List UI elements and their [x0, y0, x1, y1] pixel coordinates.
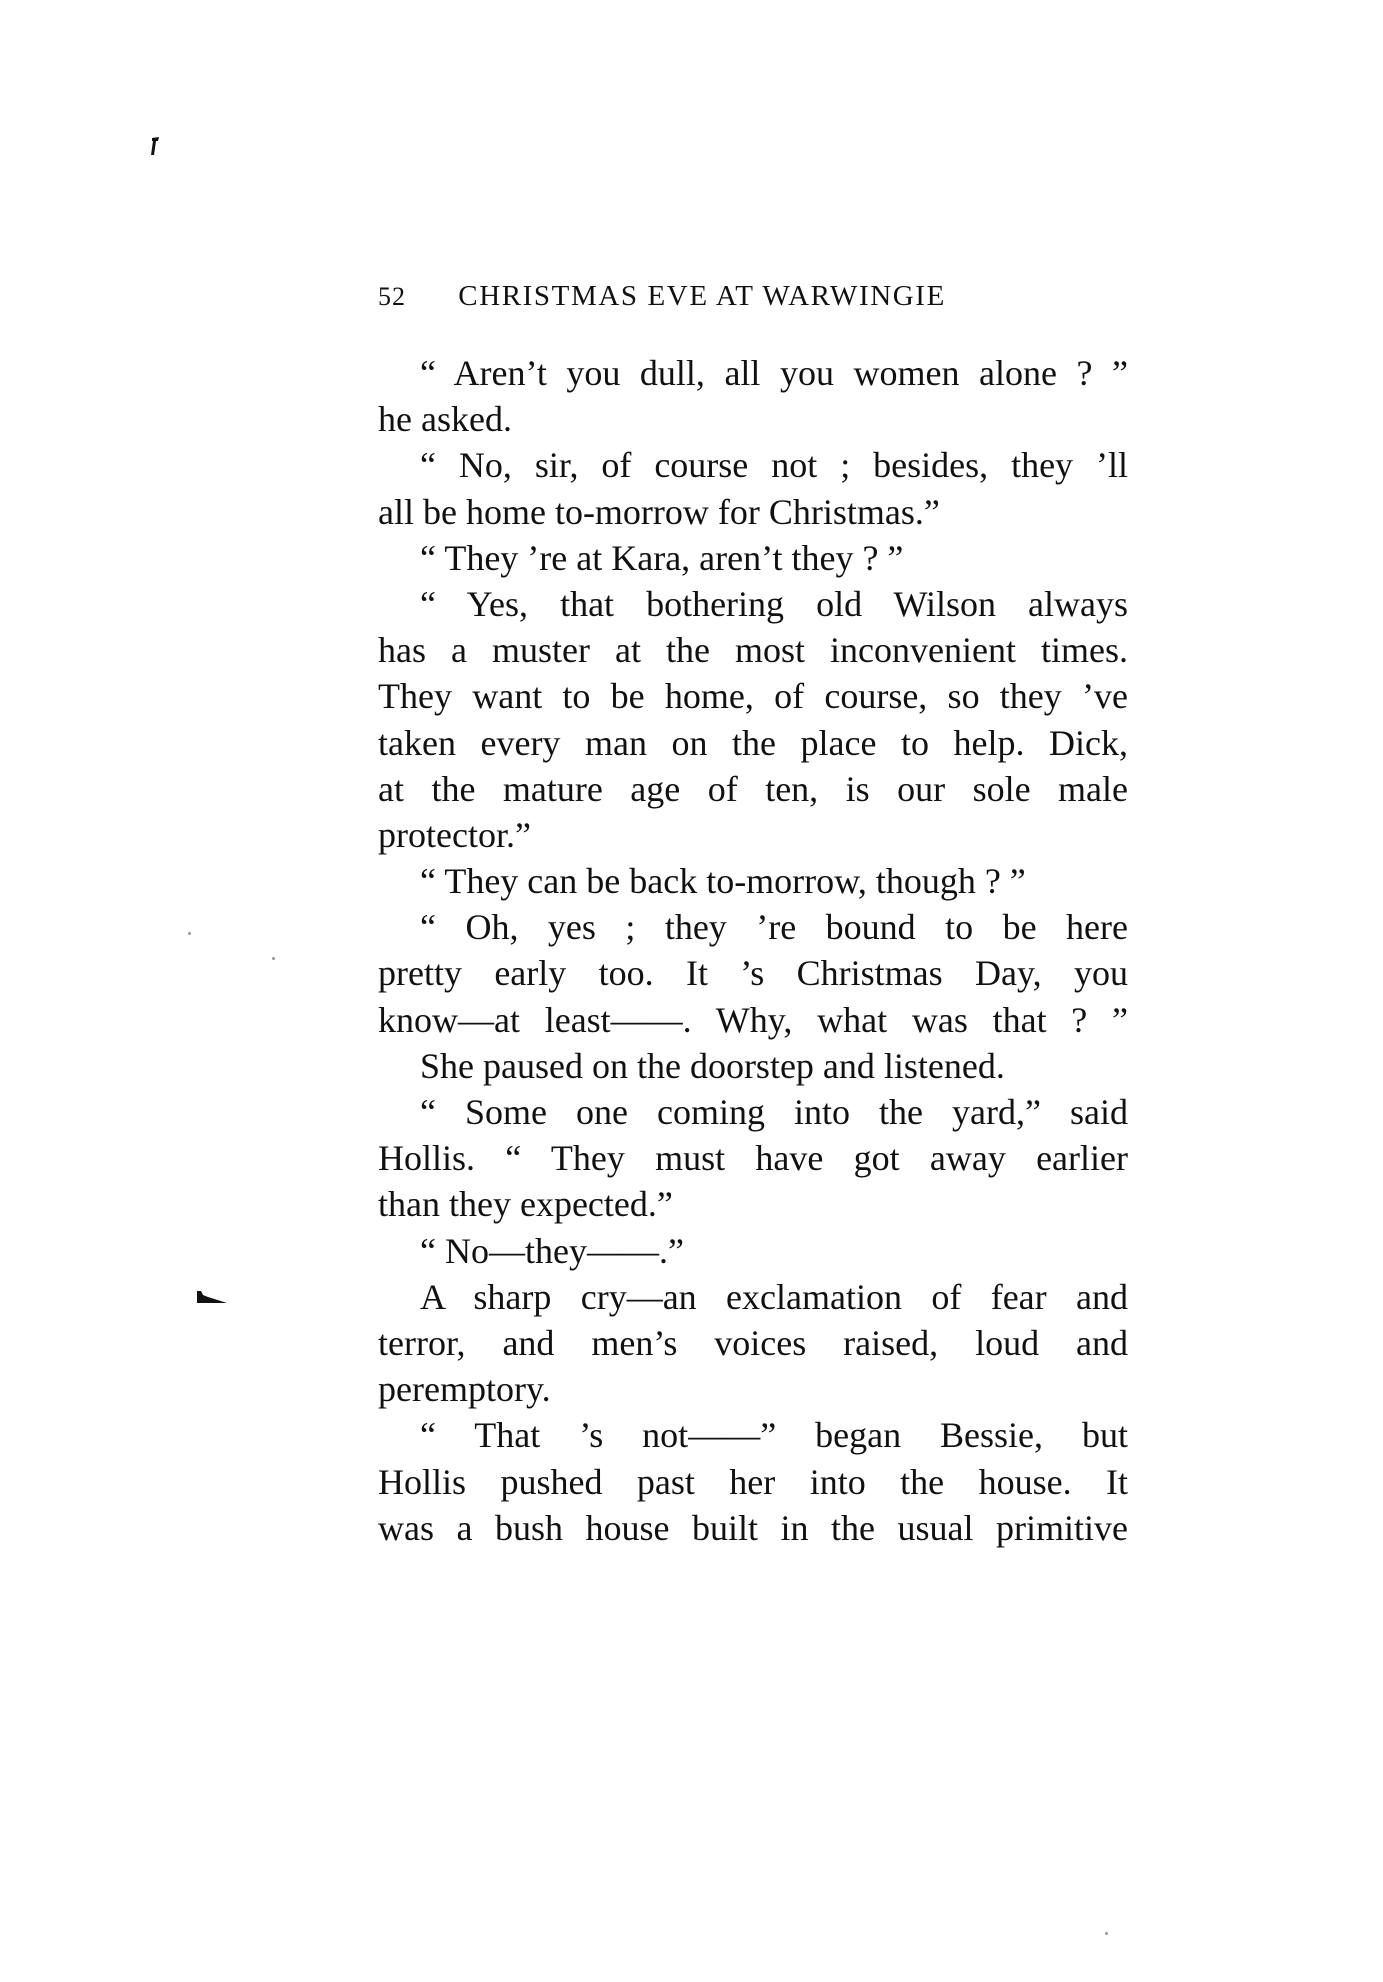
running-title: CHRISTMAS EVE AT WARWINGIE: [458, 280, 946, 312]
text-line: terror, and men’s voices raised, loud and: [378, 1322, 1128, 1363]
paper-speck: [272, 957, 275, 960]
text-line: “ That ’s not——” began Bessie, but: [420, 1415, 1128, 1456]
text-line: taken every man on the place to help. Dick,: [378, 722, 1128, 763]
printer-mark-top: [150, 136, 160, 156]
text-line: They want to be home, of course, so they ’ve: [378, 676, 1128, 717]
printer-mark-bottom: [196, 1290, 228, 1304]
text-line: know—at least——. Why, what was that ? ”: [378, 999, 1128, 1040]
text-line: pretty early too. It ’s Christmas Day, you: [378, 953, 1128, 994]
text-line: “ No—they——.”: [420, 1230, 684, 1271]
text-line: Hollis. “ They must have got away earlier: [378, 1138, 1128, 1179]
text-line: “ No, sir, of course not ; besides, they ’ll: [420, 445, 1128, 486]
text-line: he asked.: [378, 399, 512, 440]
text-line: “ Some one coming into the yard,” said: [420, 1092, 1128, 1132]
page-number: 52: [378, 282, 406, 311]
paper-speck: [188, 932, 191, 935]
text-line: She paused on the doorstep and listened.: [420, 1045, 1005, 1086]
text-line: than they expected.”: [378, 1184, 673, 1225]
text-line: “ Yes, that bothering old Wilson always: [420, 583, 1128, 624]
running-head: [378, 280, 1138, 320]
text-line: has a muster at the most inconvenient times.: [378, 630, 1128, 671]
text-line: peremptory.: [378, 1369, 551, 1410]
text-line: Hollis pushed past her into the house. It: [378, 1461, 1128, 1502]
body-text: [378, 350, 1128, 1551]
text-line: “ They can be back to-morrow, though ? ”: [420, 861, 1026, 902]
text-line: at the mature age of ten, is our sole male: [378, 768, 1128, 809]
text-line: all be home to-morrow for Christmas.”: [378, 491, 940, 532]
text-line: “ Aren’t you dull, all you women alone ? ”: [420, 353, 1128, 393]
text-line: “ Oh, yes ; they ’re bound to be here: [420, 907, 1128, 948]
text-line: A sharp cry—an exclamation of fear and: [420, 1276, 1128, 1317]
paper-speck: [1105, 1932, 1108, 1935]
text-line: protector.”: [378, 814, 531, 855]
text-line: was a bush house built in the usual primitive: [378, 1507, 1128, 1548]
text-line: “ They ’re at Kara, aren’t they ? ”: [420, 537, 904, 578]
